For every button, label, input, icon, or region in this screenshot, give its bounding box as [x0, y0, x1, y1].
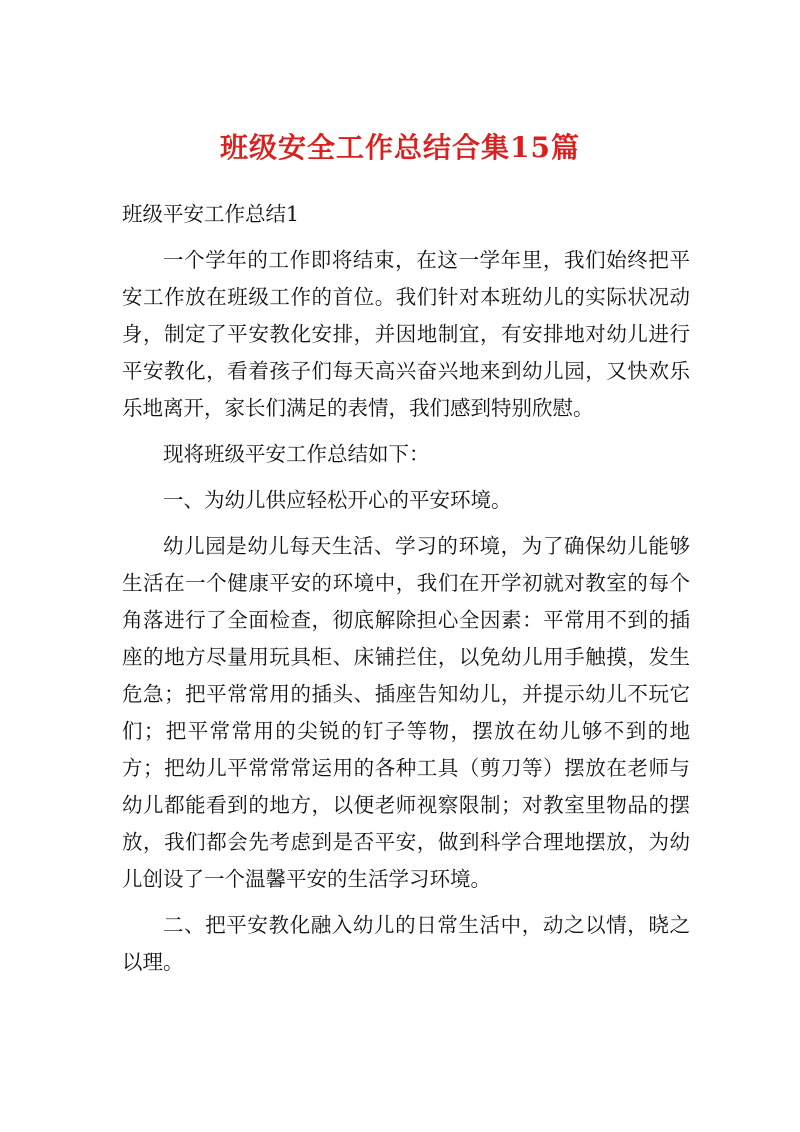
paragraph-environment: 幼儿园是幼儿每天生活、学习的环境，为了确保幼儿能够生活在一个健康平安的环境中，我们在开学初就对教室的每个角落进行了全面检查，彻底解除担心全因素：平常用不到的插座的地方尽量用玩具柜、床铺拦住，以免幼儿用手触摸，发生危急；把平常常用的插头、插座告知幼儿，并提示幼儿不玩它们；把平常常用的尖锐的钉子等物，摆放在幼儿够不到的地方；把幼儿平常常常运用的各种工具（剪刀等）摆放在老师与幼儿都能看到的地方，以便老师视察限制；对教室里物品的摆放，我们都会先考虑到是否平安，做到科学合理地摆放，为幼儿创设了一个温馨平安的生活学习环境。	[122, 534, 690, 891]
paragraph-intro: 一个学年的工作即将结束，在这一学年里，我们始终把平安工作放在班级工作的首位。我们针对本班幼儿的实际状况动身，制定了平安教化安排，并因地制宜，有安排地对幼儿进行平安教化，看着孩子们每天高兴奋兴地来到幼儿园，又快欢乐乐地离开，家长们满足的表情，我们感到特别欣慰。	[122, 248, 690, 420]
paragraph-point-two-heading: 二、把平安教化融入幼儿的日常生活中，动之以情，晓之以理。	[122, 913, 690, 974]
paragraph-summary-lead: 现将班级平安工作总结如下：	[163, 442, 430, 466]
document-body	[122, 196, 690, 990]
document-title: 班级安全工作总结合集15篇	[220, 131, 580, 164]
section-heading: 班级平安工作总结1	[122, 202, 300, 226]
paragraph-point-one-heading: 一、为幼儿供应轻松开心的平安环境。	[163, 488, 512, 512]
